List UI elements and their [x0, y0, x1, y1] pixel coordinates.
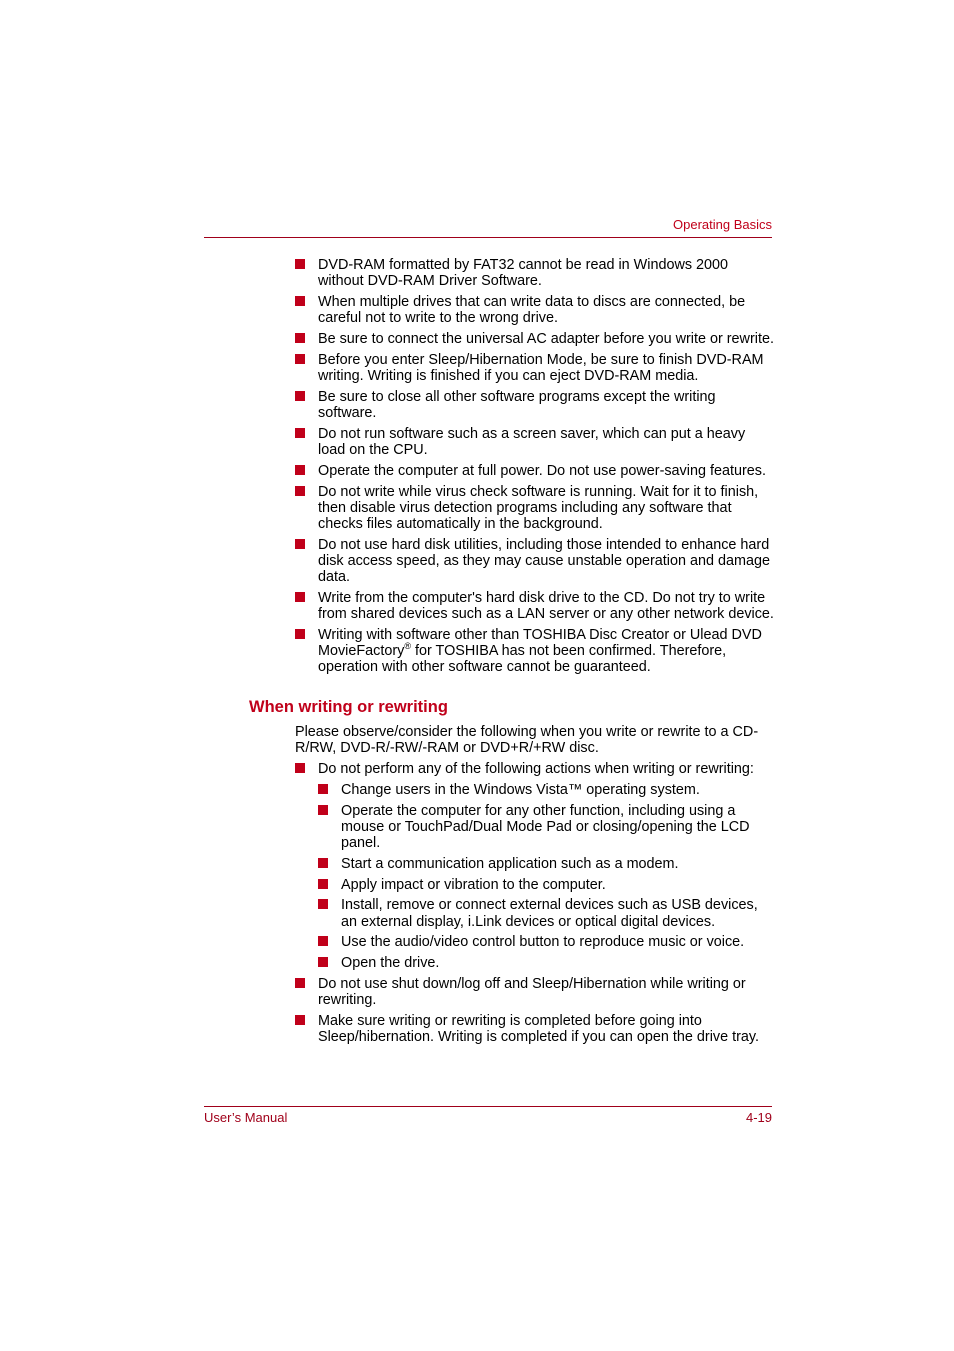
square-bullet-icon: [295, 1015, 305, 1025]
list-item: Make sure writing or rewriting is completed before going into Sleep/hibernation. Writing is completed if you can open the drive tray.: [295, 1013, 775, 1045]
writing-rules-list: [295, 761, 775, 1050]
square-bullet-icon: [295, 465, 305, 475]
square-bullet-icon: [295, 333, 305, 343]
square-bullet-icon: [295, 296, 305, 306]
square-bullet-icon: [318, 899, 328, 909]
square-bullet-icon: [295, 259, 305, 269]
list-item: Operate the computer at full power. Do not use power-saving features.: [295, 463, 775, 479]
list-item: Before you enter Sleep/Hibernation Mode, be sure to finish DVD-RAM writing. Writing is finished if you can eject DVD-RAM media.: [295, 352, 775, 384]
header-section-title: Operating Basics: [673, 217, 772, 232]
sub-list-item: Install, remove or connect external devices such as USB devices, an external display, i.Link devices or optical digital devices.: [318, 897, 775, 929]
page-number: 4-19: [745, 1110, 772, 1125]
section-heading: When writing or rewriting: [249, 698, 448, 716]
square-bullet-icon: [295, 428, 305, 438]
sub-list-item: Operate the computer for any other function, including using a mouse or TouchPad/Dual Mode Pad or closing/opening the LCD panel.: [318, 803, 775, 852]
list-item: Do not perform any of the following actions when writing or rewriting: Change users in the Windows Vista™ operating system. Operate the computer for any other function, including using a mouse or TouchPad/Dual Mode Pad or closing/opening the LCD panel. Start a communication application such as a modem. Apply impact or vibration to the computer. Install, remove or connect external devices such as USB devices, an external display, i.Link devices or optical digital devices. Use the audio/video control button to reproduce music or voice. Open the drive.: [295, 761, 775, 971]
square-bullet-icon: [295, 629, 305, 639]
list-item: Do not use hard disk utilities, including those intended to enhance hard disk access speed, as they may cause unstable operation and damage data.: [295, 537, 775, 586]
square-bullet-icon: [295, 539, 305, 549]
square-bullet-icon: [295, 763, 305, 773]
list-item: DVD-RAM formatted by FAT32 cannot be read in Windows 2000 without DVD-RAM Driver Software.: [295, 257, 775, 289]
footer-manual-title: User’s Manual: [204, 1110, 288, 1125]
square-bullet-icon: [318, 858, 328, 868]
list-item: Writing with software other than TOSHIBA Disc Creator or Ulead DVD MovieFactory® for TOSHIBA has not been confirmed. Therefore, operation with other software cannot be guaranteed.: [295, 627, 775, 676]
sub-list-item: Start a communication application such as a modem.: [318, 856, 775, 872]
list-item: Be sure to connect the universal AC adapter before you write or rewrite.: [295, 331, 775, 347]
list-item: Do not use shut down/log off and Sleep/Hibernation while writing or rewriting.: [295, 976, 775, 1008]
list-item: Do not run software such as a screen saver, which can put a heavy load on the CPU.: [295, 426, 775, 458]
square-bullet-icon: [295, 354, 305, 364]
square-bullet-icon: [318, 879, 328, 889]
sub-list-item: Open the drive.: [318, 955, 775, 971]
list-item: Be sure to close all other software programs except the writing software.: [295, 389, 775, 421]
list-item: Write from the computer's hard disk drive to the CD. Do not try to write from shared devices such as a LAN server or any other network device.: [295, 590, 775, 622]
square-bullet-icon: [295, 486, 305, 496]
footer-rule: [204, 1106, 772, 1107]
sub-list: [318, 782, 775, 972]
notes-list: [295, 257, 775, 680]
sub-list-item: Apply impact or vibration to the computer.: [318, 877, 775, 893]
sub-list-item: Use the audio/video control button to reproduce music or voice.: [318, 934, 775, 950]
square-bullet-icon: [295, 391, 305, 401]
sub-list-item: Change users in the Windows Vista™ operating system.: [318, 782, 775, 798]
square-bullet-icon: [318, 936, 328, 946]
header-rule: [204, 237, 772, 238]
square-bullet-icon: [318, 784, 328, 794]
list-item: When multiple drives that can write data to discs are connected, be careful not to write to the wrong drive.: [295, 294, 775, 326]
square-bullet-icon: [295, 978, 305, 988]
section-intro: Please observe/consider the following when you write or rewrite to a CD-R/RW, DVD-R/-RW/-RAM or DVD+R/+RW disc.: [295, 724, 759, 757]
list-item: Do not write while virus check software is running. Wait for it to finish, then disable virus detection programs including any software that checks files automatically in the background.: [295, 484, 775, 533]
square-bullet-icon: [318, 805, 328, 815]
registered-mark: ®: [404, 641, 412, 652]
square-bullet-icon: [318, 957, 328, 967]
square-bullet-icon: [295, 592, 305, 602]
